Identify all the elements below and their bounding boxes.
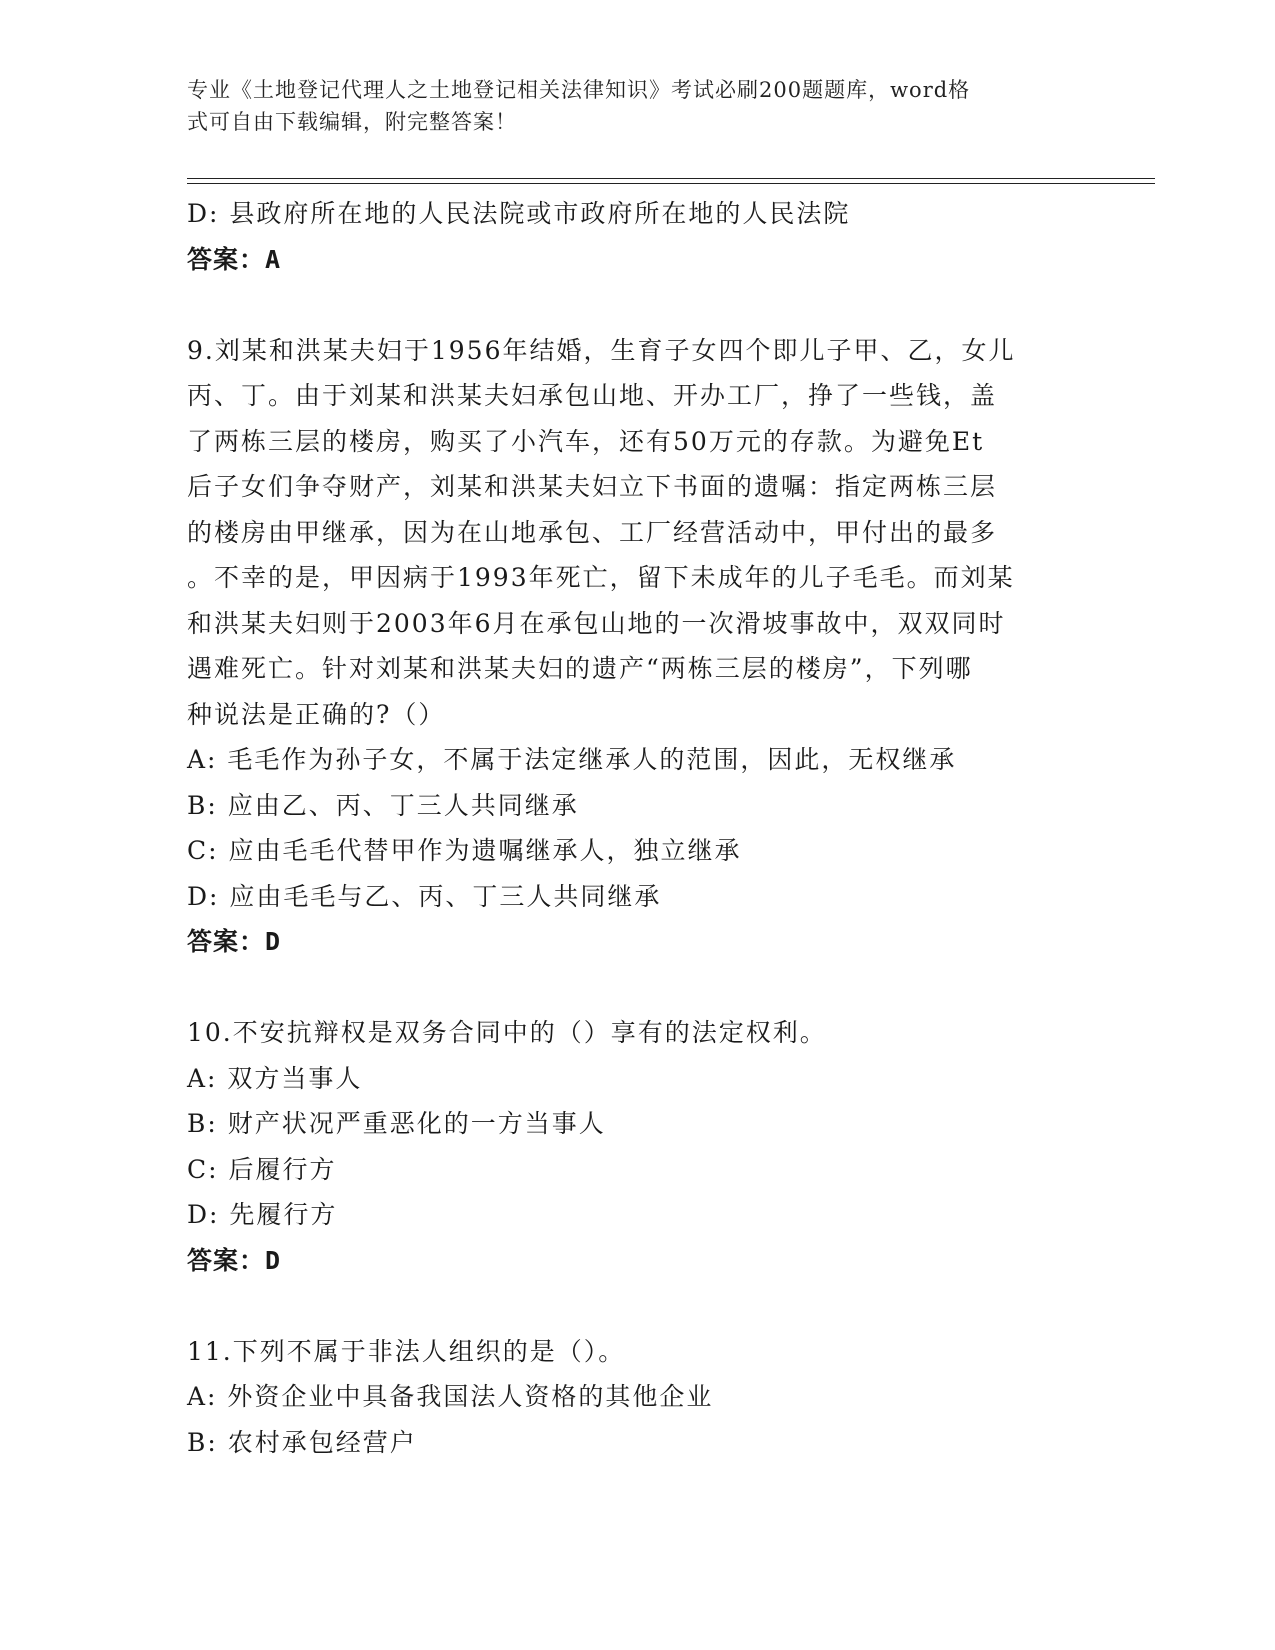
q10-answer-value: D bbox=[265, 1245, 282, 1275]
q9-text-line: 丙、丁。由于刘某和洪某夫妇承包山地、开办工厂，挣了一些钱，盖 bbox=[187, 381, 998, 410]
question-8-tail bbox=[187, 191, 1087, 282]
q10-option-d: D: 先履行方 bbox=[187, 1200, 338, 1229]
q11-question: 11.下列不属于非法人组织的是（）。 bbox=[187, 1336, 626, 1366]
q10-question: 10.不安抗辩权是双务合同中的（）享有的法定权利。 bbox=[187, 1018, 827, 1047]
q9-text-line: 。不幸的是，甲因病于1993年死亡，留下未成年的儿子毛毛。而刘某 bbox=[187, 563, 1015, 592]
spacer bbox=[187, 965, 1087, 1011]
q10-option-a: A: 双方当事人 bbox=[187, 1063, 363, 1093]
q8-answer bbox=[187, 237, 1087, 283]
spacer bbox=[187, 1283, 1087, 1329]
q9-answer-value: D bbox=[265, 927, 282, 956]
q9-option-c: C: 应由毛毛代替甲作为遗嘱继承人，独立继承 bbox=[187, 836, 742, 865]
q9-text-line: 和洪某夫妇则于2003年6月在承包山地的一次滑坡事故中，双双同时 bbox=[187, 608, 1006, 638]
q8-option-d: D: 县政府所在地的人民法院或市政府所在地的人民法院 bbox=[187, 199, 851, 228]
q9-option-a: A: 毛毛作为孙子女，不属于法定继承人的范围，因此，无权继承 bbox=[187, 745, 957, 774]
q9-answer-label: 答案： bbox=[187, 927, 266, 956]
document-header bbox=[187, 74, 1067, 138]
header-title-line-1: 专业《土地登记代理人之土地登记相关法律知识》考试必刷200题题库，word格 bbox=[187, 78, 971, 102]
q9-text-line: 的楼房由甲继承，因为在山地承包、工厂经营活动中，甲付出的最多 bbox=[187, 517, 998, 547]
q11-option-b: B: 农村承包经营户 bbox=[187, 1427, 417, 1457]
question-11 bbox=[187, 1329, 1087, 1466]
q8-answer-value: A bbox=[265, 244, 282, 274]
q9-text-line: 遇难死亡。针对刘某和洪某夫妇的遗产“两栋三层的楼房”，下列哪 bbox=[187, 654, 973, 683]
q9-option-d: D: 应由毛毛与乙、丙、丁三人共同继承 bbox=[187, 881, 662, 911]
q9-text-line: 9.刘某和洪某夫妇于1956年结婚，生育子女四个即儿子甲、乙，女儿 bbox=[187, 335, 1016, 365]
spacer bbox=[187, 282, 1087, 328]
q11-option-a: A: 外资企业中具备我国法人资格的其他企业 bbox=[187, 1382, 714, 1411]
question-9 bbox=[187, 328, 1087, 965]
q10-answer bbox=[187, 1238, 1087, 1284]
q8-answer-label: 答案： bbox=[187, 244, 266, 274]
q9-text-line: 后子女们争夺财产，刘某和洪某夫妇立下书面的遗嘱：指定两栋三层 bbox=[187, 472, 998, 501]
q10-option-b: B: 财产状况严重恶化的一方当事人 bbox=[187, 1109, 606, 1138]
q9-text-line: 了两栋三层的楼房，购买了小汽车，还有50万元的存款。为避免Et bbox=[187, 426, 985, 456]
q10-option-c: C: 后履行方 bbox=[187, 1154, 337, 1184]
header-divider-top bbox=[187, 178, 1155, 179]
document-body bbox=[187, 191, 1087, 1465]
header-divider-bottom bbox=[187, 183, 1155, 184]
header-title-line-2: 式可自由下载编辑，附完整答案！ bbox=[187, 110, 517, 134]
question-10 bbox=[187, 1010, 1087, 1283]
q9-answer bbox=[187, 919, 1087, 965]
q10-answer-label: 答案： bbox=[187, 1245, 266, 1275]
q9-text-line: 种说法是正确的?（） bbox=[187, 699, 446, 729]
q9-option-b: B: 应由乙、丙、丁三人共同继承 bbox=[187, 790, 579, 820]
